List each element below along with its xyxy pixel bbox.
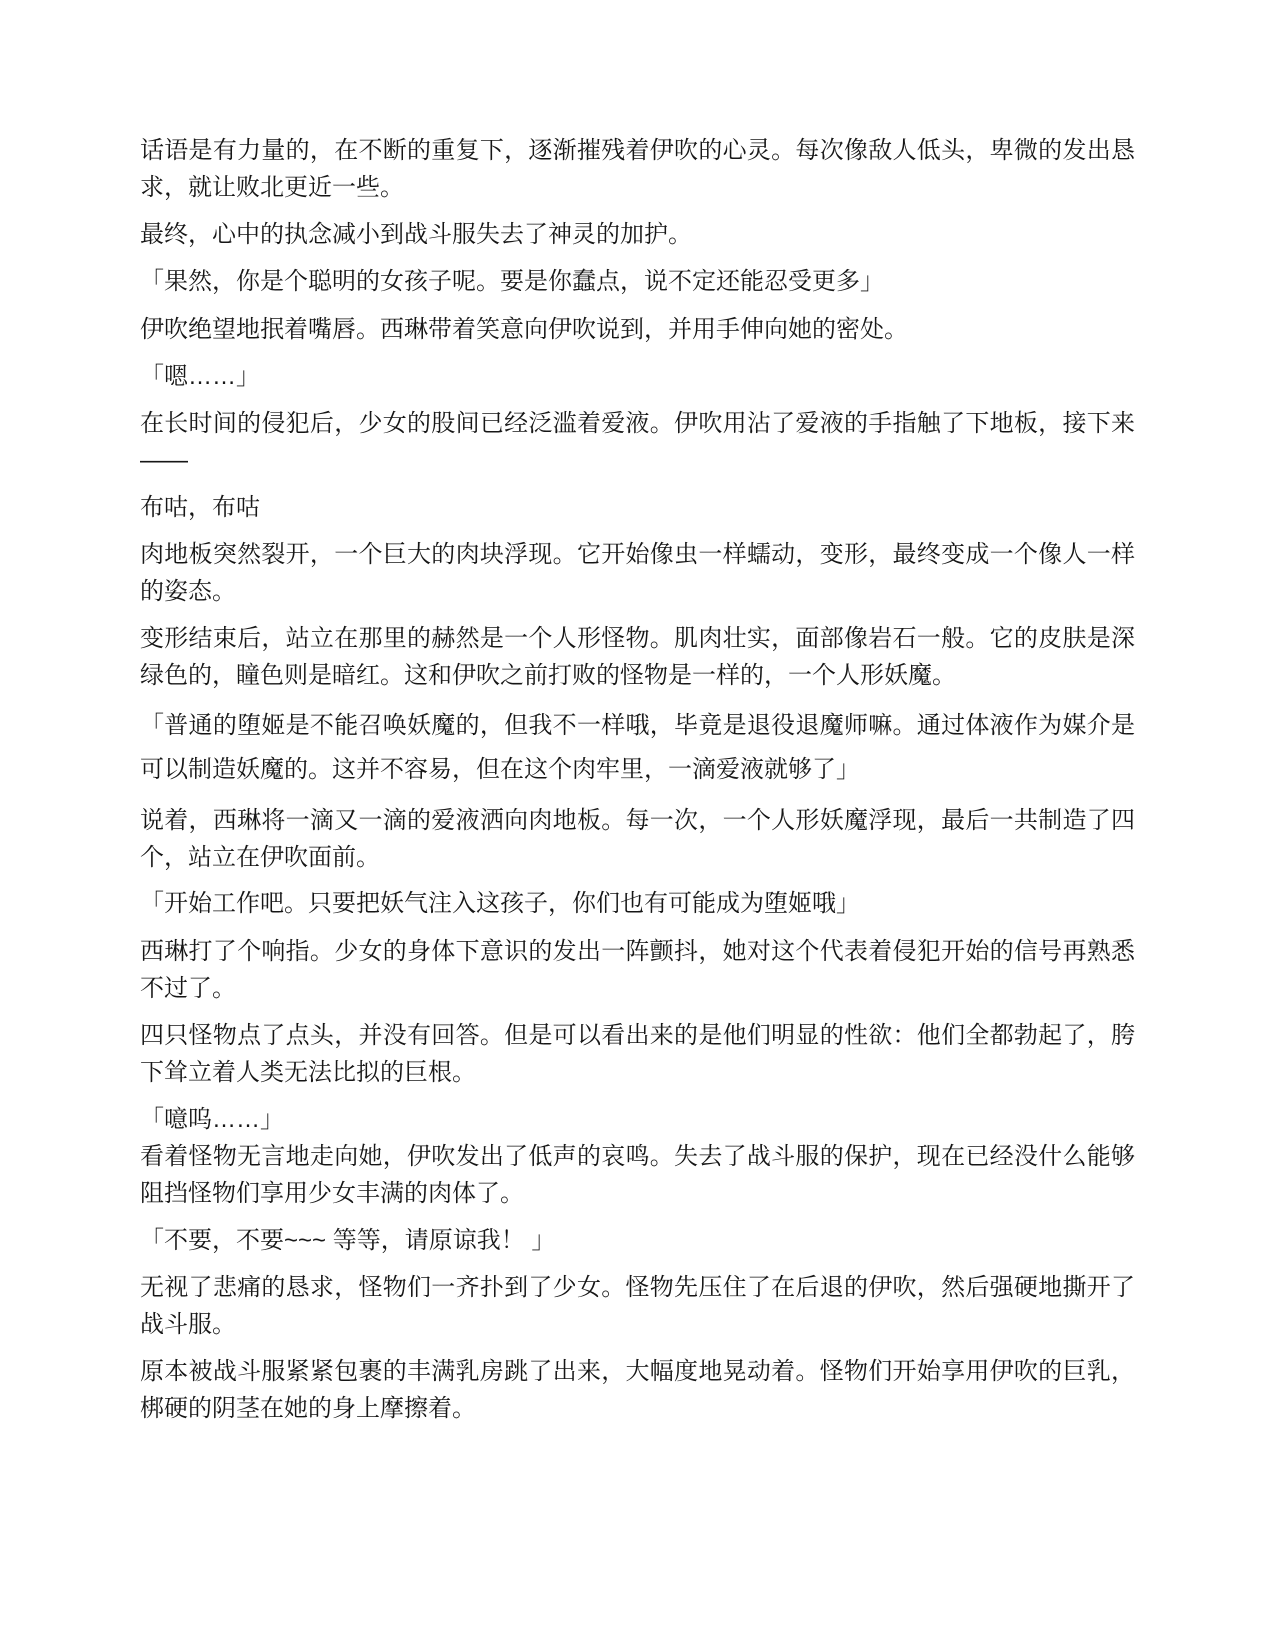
paragraph-03-dialogue: 「果然，你是个聪明的女孩子呢。要是你蠢点，说不定还能忍受更多」 xyxy=(140,269,884,295)
paragraph-19: 原本被战斗服紧紧包裹的丰满乳房跳了出来，大幅度地晃动着。怪物们开始享用伊吹的巨乳，梆硬的阴茎在她的身上摩擦着。 xyxy=(140,1358,1135,1422)
paragraph-07: 布咕，布咕 xyxy=(140,494,260,521)
paragraph-08: 肉地板突然裂开，一个巨大的肉块浮现。它开始像虫一样蠕动，变形，最终变成一个像人一样的姿态。 xyxy=(140,541,1135,605)
paragraph-09: 变形结束后，站立在那里的赫然是一个人形怪物。肌肉壮实，面部像岩石一般。它的皮肤是深绿色的，瞳色则是暗红。这和伊吹之前打败的怪物是一样的，一个人形妖魔。 xyxy=(140,625,1135,689)
paragraph-15-dialogue: 「噫呜……」 xyxy=(140,1106,284,1133)
paragraph-02: 最终，心中的执念减小到战斗服失去了神灵的加护。 xyxy=(140,222,692,248)
paragraph-11: 说着，西琳将一滴又一滴的爱液洒向肉地板。每一次，一个人形妖魔浮现，最后一共制造了四个，站立在伊吹面前。 xyxy=(140,807,1135,871)
paragraph-17-dialogue: 「不要，不要~~~ 等等，请原谅我！ 」 xyxy=(140,1227,556,1254)
paragraph-16: 看着怪物无言地走向她，伊吹发出了低声的哀鸣。失去了战斗服的保护，现在已经没什么能够阻挡怪物们享用少女丰满的肉体了。 xyxy=(140,1143,1135,1207)
paragraph-18: 无视了悲痛的恳求，怪物们一齐扑到了少女。怪物先压住了在后退的伊吹，然后强硬地撕开了战斗服。 xyxy=(140,1274,1135,1338)
paragraph-13: 西琳打了个响指。少女的身体下意识的发出一阵颤抖，她对这个代表着侵犯开始的信号再熟悉不过了。 xyxy=(140,938,1135,1002)
paragraph-01: 话语是有力量的，在不断的重复下，逐渐摧残着伊吹的心灵。每次像敌人低头，卑微的发出恳求，就让败北更近一些。 xyxy=(140,138,1135,201)
paragraph-14: 四只怪物点了点头，并没有回答。但是可以看出来的是他们明显的性欲：他们全都勃起了，胯下耸立着人类无法比拟的巨根。 xyxy=(140,1022,1135,1086)
paragraph-06: 在长时间的侵犯后，少女的股间已经泛滥着爱液。伊吹用沾了爱液的手指触了下地板，接下来—— xyxy=(140,410,1135,474)
paragraph-04: 伊吹绝望地抿着嘴唇。西琳带着笑意向伊吹说到，并用手伸向她的密处。 xyxy=(140,316,908,343)
paragraph-10-dialogue: 「普通的堕姬是不能召唤妖魔的，但我不一样哦，毕竟是退役退魔师嘛。通过体液作为媒介是可以制造妖魔的。这并不容易，但在这个肉牢里，一滴爱液就够了」 xyxy=(140,713,1135,783)
paragraph-05-dialogue: 「嗯……」 xyxy=(140,363,260,390)
paragraph-12-dialogue: 「开始工作吧。只要把妖气注入这孩子，你们也有可能成为堕姬哦」 xyxy=(140,891,860,917)
